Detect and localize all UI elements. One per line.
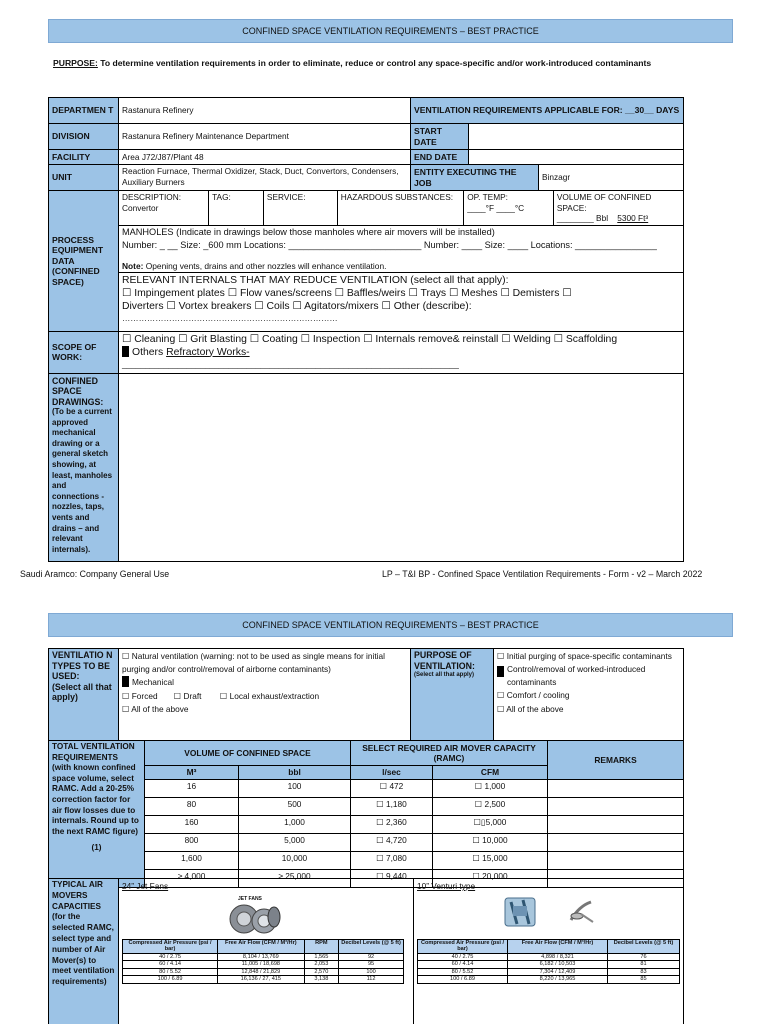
description-label: DESCRIPTION: bbox=[122, 192, 182, 202]
scope-others-label: Others bbox=[132, 346, 167, 358]
row-lsec-checkbox[interactable]: ☐ 7,080 bbox=[351, 851, 433, 869]
jet-cell: 3,138 bbox=[304, 976, 339, 984]
pv-comfort-option[interactable]: ☐ Comfort / cooling bbox=[497, 690, 570, 700]
vent-local-option[interactable]: ☐ Local exhaust/extraction bbox=[219, 690, 320, 701]
facility-value[interactable]: Area J72/J87/Plant 48 bbox=[119, 150, 411, 165]
scope-others-value: Refractory Works- bbox=[166, 346, 250, 358]
jet-cell: 92 bbox=[339, 953, 404, 961]
row-remarks[interactable] bbox=[548, 833, 684, 851]
venturi-image-area bbox=[417, 892, 680, 934]
jet-fans-image-area bbox=[122, 892, 410, 939]
description-cell[interactable] bbox=[119, 191, 209, 225]
jet-fan-image-icon bbox=[228, 901, 282, 937]
department-label: DEPARTMEN T bbox=[49, 98, 119, 124]
vent-types-note: (Select all that apply) bbox=[52, 681, 112, 702]
venturi-cell-value: 7,304 / 12,409 bbox=[508, 968, 608, 976]
vent-types-label: VENTILATIO N TYPES TO BE USED: bbox=[52, 650, 113, 681]
op-temp-label: OP. TEMP: bbox=[467, 192, 508, 202]
page1-title-bar bbox=[48, 19, 733, 43]
jet-cell: 100 bbox=[339, 968, 404, 976]
jet-cell: 12,848 / 21,829 bbox=[218, 968, 304, 976]
row-m3: 160 bbox=[145, 815, 239, 833]
jet-cell: 40 / 2.75 bbox=[123, 953, 218, 961]
unit-value[interactable]: Reaction Furnace, Thermal Oxidizer, Stack, Duct, Convertors, Condensers, Auxiliary Burners bbox=[119, 165, 411, 191]
jet-fans-title: 24” Jet Fans bbox=[122, 881, 169, 891]
venturi-cell-value: 40 / 2.75 bbox=[418, 953, 508, 961]
drawings-area[interactable] bbox=[119, 373, 684, 561]
process-equipment-label: PROCESS EQUIPMENT DATA (CONFINED SPACE) bbox=[49, 191, 119, 332]
internals-line3: …………………………………………………………………… bbox=[122, 313, 338, 323]
jet-cell: 11,005 / 18,698 bbox=[218, 961, 304, 969]
manholes-cell[interactable] bbox=[119, 225, 683, 273]
internals-line2: Diverters ☐ Vortex breakers ☐ Coils ☐ Agitators/mixers ☐ Other (describe): bbox=[122, 301, 472, 312]
col-bbl: bbl bbox=[239, 766, 351, 780]
drawings-label: CONFINED SPACE DRAWINGS: bbox=[52, 375, 104, 407]
row-bbl: 10,000 bbox=[239, 851, 351, 869]
venturi-cell-value: 81 bbox=[608, 961, 680, 969]
typical-air-movers-table bbox=[48, 878, 684, 1024]
pv-initial-option[interactable]: ☐ Initial purging of space-specific contaminants bbox=[497, 651, 672, 661]
venturi-cell-value: 60 / 4.14 bbox=[418, 961, 508, 969]
row-cfm-checkbox[interactable]: ☐▯5,000 bbox=[433, 815, 548, 833]
purpose-text: To determine ventilation requirements in order to eliminate, reduce or control any space-specific and/or work-introduced contaminants bbox=[97, 58, 652, 68]
manholes-line: Number: _ __ Size: _600 mm Locations: __________________________ Number: ____ Size: ____ Locations: ________________ bbox=[122, 239, 657, 250]
internals-cell[interactable] bbox=[119, 273, 683, 331]
vent-mechanical-option[interactable]: Mechanical bbox=[132, 677, 174, 687]
row-cfm-checkbox[interactable]: ☐ 2,500 bbox=[433, 797, 548, 815]
row-m3: 80 bbox=[145, 797, 239, 815]
venturi-cell-value: 83 bbox=[608, 968, 680, 976]
venturi-cell-value: 8,220 / 13,965 bbox=[508, 976, 608, 984]
scope-of-work-label: SCOPE OF WORK: bbox=[49, 331, 119, 373]
jet-cell: 60 / 4.14 bbox=[123, 961, 218, 969]
venturi-cell-value: 85 bbox=[608, 976, 680, 984]
division-value[interactable]: Rastanura Refinery Maintenance Department bbox=[119, 124, 411, 150]
scope-of-work-cell[interactable] bbox=[119, 331, 684, 373]
total-note: (with known confined space volume, select RAMC. Add a 20-25% correction factor for air flow losses due to internals. Round up to the next RAMC figure) bbox=[52, 763, 139, 836]
jet-header: Free Air Flow (CFM / M³/Hr) bbox=[218, 939, 304, 953]
row-m3: 1,600 bbox=[145, 851, 239, 869]
pv-all-option[interactable]: ☐ All of the above bbox=[497, 703, 564, 714]
vent-natural-option[interactable]: ☐ Natural ventilation (warning: not to be used as single means for initial purging and/or control/removal of airborne contaminants) bbox=[122, 651, 385, 674]
total-label-cell bbox=[49, 741, 145, 888]
op-temp-cell[interactable] bbox=[464, 191, 554, 225]
volume-header: VOLUME OF CONFINED SPACE bbox=[145, 741, 351, 766]
jet-header: Compressed Air Pressure (psi / bar) bbox=[123, 939, 218, 953]
jet-cell: 100 / 6.89 bbox=[123, 976, 218, 984]
tag-label[interactable]: TAG: bbox=[209, 191, 264, 225]
venturi-cell-value: 80 / 5.52 bbox=[418, 968, 508, 976]
purpose-vent-label-cell bbox=[411, 649, 494, 741]
row-lsec-checkbox[interactable]: ☐ 1,180 bbox=[351, 797, 433, 815]
jet-cell: 8,104 / 13,769 bbox=[218, 953, 304, 961]
confined-space-form-table bbox=[48, 97, 684, 562]
purpose-vent-label: PURPOSE OF VENTILATION: bbox=[414, 650, 475, 671]
col-m3: M³ bbox=[145, 766, 239, 780]
venturi-title: 10” Venturi type bbox=[417, 881, 476, 891]
facility-label: FACILITY bbox=[49, 150, 119, 165]
op-temp-value: ____°F ____°C bbox=[467, 202, 525, 213]
row-remarks[interactable] bbox=[548, 851, 684, 869]
venturi-table bbox=[417, 939, 680, 985]
end-date-label: END DATE bbox=[411, 150, 469, 165]
jet-cell: 2,570 bbox=[304, 968, 339, 976]
jet-header: Decibel Levels (@ 5 ft) bbox=[339, 939, 404, 953]
description-value: Convertor bbox=[122, 202, 159, 213]
start-date-label: START DATE bbox=[411, 124, 469, 150]
page2-title-bar bbox=[48, 613, 733, 637]
typical-label-cell bbox=[49, 879, 119, 1024]
total-label: TOTAL VENTILATION REQUIREMENTS bbox=[52, 742, 135, 762]
row-lsec-checkbox[interactable]: ☐ 472 bbox=[351, 779, 433, 797]
row-lsec-checkbox[interactable]: ☐ 2,360 bbox=[351, 815, 433, 833]
note-label: Note: bbox=[122, 260, 144, 271]
row-remarks[interactable] bbox=[548, 779, 684, 797]
note-text: Opening vents, drains and other nozzles will enhance ventilation. bbox=[143, 260, 387, 271]
venturi-nozzle-image-icon bbox=[567, 896, 597, 926]
jet-fans-caption: JET FANS bbox=[238, 895, 262, 902]
scope-line3: _________________________________________________________________________ bbox=[122, 358, 459, 369]
row-cfm-checkbox[interactable]: ☐ 20,000 bbox=[433, 869, 548, 887]
typical-label: TYPICAL AIR MOVERS CAPACITIES bbox=[52, 880, 103, 911]
page2-title: CONFINED SPACE VENTILATION REQUIREMENTS – BEST PRACTICE bbox=[242, 620, 539, 630]
vent-draft-option[interactable]: ☐ Draft bbox=[173, 690, 202, 701]
row-m3: 800 bbox=[145, 833, 239, 851]
checked-box-icon[interactable] bbox=[122, 346, 129, 357]
venturi-blower-image-icon bbox=[503, 894, 539, 930]
process-equipment-cell bbox=[119, 191, 684, 332]
row-remarks[interactable] bbox=[548, 815, 684, 833]
jet-fans-table bbox=[122, 939, 404, 985]
jet-cell: 2,053 bbox=[304, 961, 339, 969]
row-bbl: 100 bbox=[239, 779, 351, 797]
department-value[interactable]: Rastanura Refinery bbox=[119, 98, 411, 124]
footer-left: Saudi Aramco: Company General Use bbox=[20, 569, 170, 579]
jet-header: RPM bbox=[304, 939, 339, 953]
unit-label: UNIT bbox=[49, 165, 119, 191]
division-label: DIVISION bbox=[49, 124, 119, 150]
process-details-table bbox=[119, 191, 683, 331]
ventilation-types-table bbox=[48, 648, 684, 741]
internals-title: RELEVANT INTERNALS THAT MAY REDUCE VENTILATION (select all that apply): bbox=[122, 275, 509, 286]
jet-fans-cell bbox=[119, 879, 414, 1024]
row-cfm-checkbox[interactable]: ☐ 1,000 bbox=[433, 779, 548, 797]
row-m3: ≥ 4,000 bbox=[145, 869, 239, 887]
drawings-note: (To be a current approved mechanical drawing or a general sketch showing, at least, manholes and connections - nozzles, taps, vents and drains – and relevant internals). bbox=[52, 407, 113, 554]
row-bbl: ≥ 25,000 bbox=[239, 869, 351, 887]
venturi-cell-value: 4,898 / 8,321 bbox=[508, 953, 608, 961]
jet-cell: 16,136 / 27, 415 bbox=[218, 976, 304, 984]
row-lsec-checkbox[interactable]: ☐ 9,440 bbox=[351, 869, 433, 887]
jet-cell: 95 bbox=[339, 961, 404, 969]
venturi-cell-value: 6,182 / 10,503 bbox=[508, 961, 608, 969]
jet-cell: 112 bbox=[339, 976, 404, 984]
purpose-label: PURPOSE: bbox=[53, 58, 98, 68]
col-cfm: CFM bbox=[433, 766, 548, 780]
vent-types-label-cell bbox=[49, 649, 119, 741]
volume-ft3: 5300 Ft³ bbox=[617, 213, 649, 223]
entity-value[interactable]: Binzagr bbox=[539, 165, 684, 191]
row-m3: 16 bbox=[145, 779, 239, 797]
manholes-text: MANHOLES (Indicate in drawings below those manholes where air movers will be installed) bbox=[122, 226, 495, 237]
row-bbl: 5,000 bbox=[239, 833, 351, 851]
vent-all-option[interactable]: ☐ All of the above bbox=[122, 704, 189, 714]
row-bbl: 1,000 bbox=[239, 815, 351, 833]
checked-box-icon[interactable] bbox=[497, 666, 504, 677]
footer-right: LP – T&I BP - Confined Space Ventilation Requirements - Form - v2 – March 2022 bbox=[382, 569, 703, 579]
row-cfm-checkbox[interactable]: ☐ 15,000 bbox=[433, 851, 548, 869]
row-remarks[interactable] bbox=[548, 797, 684, 815]
purpose-statement bbox=[53, 57, 693, 69]
purpose-vent-options[interactable] bbox=[494, 649, 684, 741]
drawings-label-cell bbox=[49, 373, 119, 561]
service-label[interactable]: SERVICE: bbox=[263, 191, 337, 225]
pv-control-option[interactable]: Control/removal of worked-introduced contaminants bbox=[507, 664, 646, 687]
jet-cell: 80 / 5.52 bbox=[123, 968, 218, 976]
vent-types-options[interactable] bbox=[119, 649, 411, 741]
remarks-header: REMARKS bbox=[548, 741, 684, 780]
purpose-vent-note: (Select all that apply) bbox=[414, 672, 475, 678]
row-lsec-checkbox[interactable]: ☐ 4,720 bbox=[351, 833, 433, 851]
internals-line1: ☐ Impingement plates ☐ Flow vanes/screens ☐ Baffles/weirs ☐ Trays ☐ Meshes ☐ Demisters ☐ bbox=[122, 288, 572, 299]
volume-label: VOLUME OF CONFINED SPACE: bbox=[556, 192, 652, 213]
scope-line1: ☐ Cleaning ☐ Grit Blasting ☐ Coating ☐ Inspection ☐ Internals remove& reinstall ☐ Welding ☐ Scaffolding bbox=[122, 333, 618, 345]
venturi-cell bbox=[414, 879, 684, 1024]
page1-title: CONFINED SPACE VENTILATION REQUIREMENTS – BEST PRACTICE bbox=[242, 26, 539, 36]
venturi-header: Free Air Flow (CFM / M³/Hr) bbox=[508, 939, 608, 953]
venturi-cell-value: 76 bbox=[608, 953, 680, 961]
typical-note: (for the selected RAMC, select type and number of Air Mover(s) to meet ventilation requirements) bbox=[52, 912, 115, 987]
checked-box-icon[interactable] bbox=[122, 676, 129, 687]
ventilation-applicable-label: VENTILATION REQUIREMENTS APPLICABLE FOR: __30__ DAYS bbox=[411, 98, 684, 124]
row-cfm-checkbox[interactable]: ☐ 10,000 bbox=[433, 833, 548, 851]
total-ventilation-table bbox=[48, 740, 684, 888]
row-bbl: 500 bbox=[239, 797, 351, 815]
hazardous-label[interactable]: HAZARDOUS SUBSTANCES: bbox=[337, 191, 464, 225]
venturi-cell-value: 100 / 6.89 bbox=[418, 976, 508, 984]
venturi-header: Decibel Levels (@ 5 ft) bbox=[608, 939, 680, 953]
jet-cell: 1,565 bbox=[304, 953, 339, 961]
volume-bbl: ________ Bbl bbox=[556, 213, 609, 223]
end-date-field[interactable] bbox=[469, 150, 684, 165]
ramc-header: SELECT REQUIRED AIR MOVER CAPACITY (RAMC) bbox=[351, 741, 548, 766]
entity-label: ENTITY EXECUTING THE JOB bbox=[411, 165, 539, 191]
total-ref: (1) bbox=[91, 843, 102, 853]
venturi-header: Compressed Air Pressure (psi / bar) bbox=[418, 939, 508, 953]
col-lsec: l/sec bbox=[351, 766, 433, 780]
vent-forced-option[interactable]: ☐ Forced bbox=[122, 690, 158, 701]
volume-cell[interactable] bbox=[553, 191, 683, 225]
start-date-field[interactable] bbox=[469, 124, 684, 150]
